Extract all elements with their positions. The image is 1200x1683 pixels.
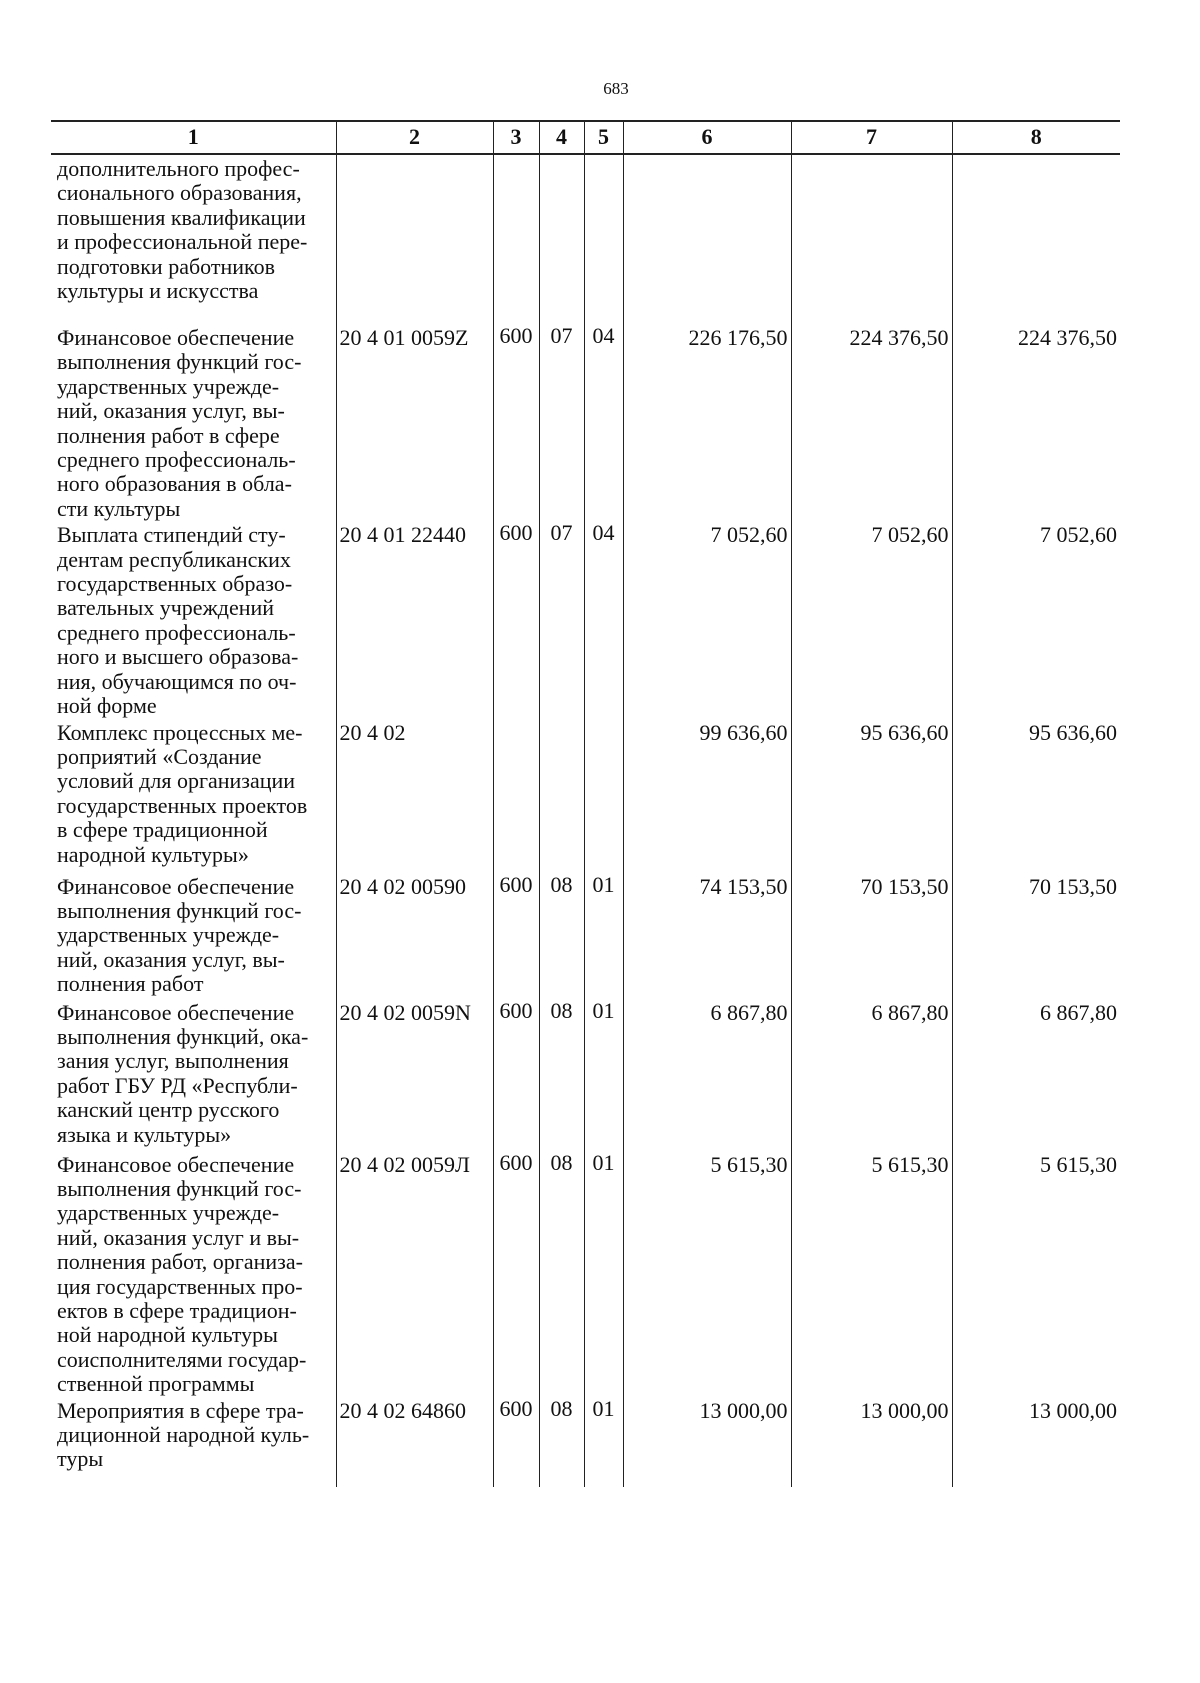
amount-cell: 74 153,50 xyxy=(623,873,791,999)
amount-cell: 5 615,30 xyxy=(623,1151,791,1397)
item-name-line: полнения работ в сфере xyxy=(57,422,280,448)
item-name-line: ной форме xyxy=(57,693,157,719)
amount-cell: 6 867,80 xyxy=(952,999,1120,1151)
section-cell: 07 xyxy=(539,521,584,718)
amount-cell: 13 000,00 xyxy=(952,1397,1120,1487)
item-name-cell xyxy=(51,154,336,324)
amount-cell: 224 376,50 xyxy=(791,324,952,521)
amount-cell: 13 000,00 xyxy=(791,1397,952,1487)
amount-cell: 226 176,50 xyxy=(623,324,791,521)
amount-cell: 70 153,50 xyxy=(952,873,1120,999)
expense-type-cell: 600 xyxy=(493,999,539,1151)
item-name-line: Комплекс процессных ме- xyxy=(57,719,303,745)
target-code-cell: 20 4 01 0059Z xyxy=(336,324,493,521)
column-header: 1 xyxy=(51,121,336,154)
item-name-line: вательных учреждений xyxy=(57,595,275,621)
column-header: 2 xyxy=(336,121,493,154)
item-name-line: выполнения функций гос- xyxy=(57,1175,302,1201)
item-name-line: государственных проектов xyxy=(57,792,308,818)
expense-type-cell: 600 xyxy=(493,324,539,521)
amount-cell xyxy=(791,154,952,324)
item-name-line: повышения квалификации xyxy=(57,204,306,230)
expense-type-cell xyxy=(493,719,539,873)
item-name-cell xyxy=(51,999,336,1151)
table-body xyxy=(51,154,1120,1487)
item-name-line: условий для организации xyxy=(57,768,296,794)
item-name-line: ного и высшего образова- xyxy=(57,644,299,670)
amount-cell: 5 615,30 xyxy=(791,1151,952,1397)
item-name-line: Финансовое обеспечение xyxy=(57,873,295,899)
item-name-line: Финансовое обеспечение xyxy=(57,999,295,1025)
table-row xyxy=(51,1397,1120,1487)
amount-cell: 95 636,60 xyxy=(791,719,952,873)
subsection-cell: 01 xyxy=(584,1151,623,1397)
item-name-line: сти культуры xyxy=(57,495,181,521)
expense-type-cell: 600 xyxy=(493,1397,539,1487)
item-name-line: ектов в сфере традицион- xyxy=(57,1297,297,1323)
target-code-cell: 20 4 02 0059Л xyxy=(336,1151,493,1397)
column-header: 7 xyxy=(791,121,952,154)
item-name-line: Выплата стипендий сту- xyxy=(57,522,286,548)
item-name-line: ударственных учрежде- xyxy=(57,1200,280,1226)
item-name-line: диционной народной куль- xyxy=(57,1421,310,1447)
expense-type-cell: 600 xyxy=(493,1151,539,1397)
item-name-line: народной культуры» xyxy=(57,841,249,867)
table-row xyxy=(51,521,1120,718)
item-name-line: ния, обучающимся по оч- xyxy=(57,668,297,694)
item-name-cell xyxy=(51,521,336,718)
item-name-line: работ ГБУ РД «Республи- xyxy=(57,1072,298,1098)
item-name-line: ственной программы xyxy=(57,1371,255,1397)
expense-type-cell xyxy=(493,154,539,324)
amount-cell: 95 636,60 xyxy=(952,719,1120,873)
item-name-line: ний, оказания услуг, вы- xyxy=(57,946,285,972)
item-name-line: зания услуг, выполнения xyxy=(57,1048,289,1074)
item-name-line: государственных образо- xyxy=(57,571,293,597)
amount-cell: 224 376,50 xyxy=(952,324,1120,521)
item-name-cell xyxy=(51,873,336,999)
amount-cell: 13 000,00 xyxy=(623,1397,791,1487)
item-name-line: роприятий «Создание xyxy=(57,743,262,769)
target-code-cell: 20 4 02 64860 xyxy=(336,1397,493,1487)
table-row xyxy=(51,873,1120,999)
item-name-line: среднего профессиональ- xyxy=(57,619,296,645)
target-code-cell: 20 4 02 xyxy=(336,719,493,873)
amount-cell xyxy=(952,154,1120,324)
item-name-line: подготовки работников xyxy=(57,253,275,279)
item-name-line: сионального образования, xyxy=(57,180,302,206)
amount-cell: 7 052,60 xyxy=(952,521,1120,718)
item-name-line: ного образования в обла- xyxy=(57,471,292,497)
budget-table xyxy=(51,120,1120,1487)
amount-cell: 6 867,80 xyxy=(623,999,791,1151)
table-row xyxy=(51,719,1120,873)
subsection-cell: 04 xyxy=(584,324,623,521)
table-row xyxy=(51,1151,1120,1397)
subsection-cell: 01 xyxy=(584,873,623,999)
section-cell: 08 xyxy=(539,873,584,999)
table-row xyxy=(51,999,1120,1151)
section-cell: 08 xyxy=(539,1397,584,1487)
amount-cell: 5 615,30 xyxy=(952,1151,1120,1397)
section-cell: 08 xyxy=(539,999,584,1151)
item-name-line: культуры и искусства xyxy=(57,278,259,304)
subsection-cell: 01 xyxy=(584,999,623,1151)
item-name-line: Мероприятия в сфере тра- xyxy=(57,1397,304,1423)
item-name-line: полнения работ, организа- xyxy=(57,1249,303,1275)
item-name-line: канский центр русского xyxy=(57,1097,280,1123)
amount-cell: 99 636,60 xyxy=(623,719,791,873)
item-name-line: ний, оказания услуг и вы- xyxy=(57,1224,300,1250)
item-name-line: дополнительного профес- xyxy=(57,156,300,181)
section-cell: 07 xyxy=(539,324,584,521)
item-name-line: полнения работ xyxy=(57,971,204,997)
item-name-line: ударственных учрежде- xyxy=(57,922,280,948)
item-name-line: ударственных учрежде- xyxy=(57,373,280,399)
column-header: 4 xyxy=(539,121,584,154)
item-name-line: Финансовое обеспечение xyxy=(57,325,295,350)
amount-cell xyxy=(623,154,791,324)
item-name-line: в сфере традиционной xyxy=(57,817,268,843)
item-name-line: дентам республиканских xyxy=(57,546,291,572)
section-cell xyxy=(539,154,584,324)
amount-cell: 7 052,60 xyxy=(623,521,791,718)
item-name-cell xyxy=(51,1151,336,1397)
target-code-cell xyxy=(336,154,493,324)
amount-cell: 70 153,50 xyxy=(791,873,952,999)
subsection-cell: 04 xyxy=(584,521,623,718)
item-name-line: туры xyxy=(57,1446,104,1472)
item-name-line: выполнения функций, ока- xyxy=(57,1023,309,1049)
item-name-cell xyxy=(51,324,336,521)
section-cell: 08 xyxy=(539,1151,584,1397)
subsection-cell: 01 xyxy=(584,1397,623,1487)
item-name-line: ция государственных про- xyxy=(57,1273,303,1299)
table-row xyxy=(51,324,1120,521)
expense-type-cell: 600 xyxy=(493,521,539,718)
amount-cell: 7 052,60 xyxy=(791,521,952,718)
item-name-line: Финансовое обеспечение xyxy=(57,1151,295,1177)
section-cell xyxy=(539,719,584,873)
column-header: 5 xyxy=(584,121,623,154)
column-header: 8 xyxy=(952,121,1120,154)
item-name-line: и профессиональной пере- xyxy=(57,229,308,255)
item-name-line: языка и культуры» xyxy=(57,1121,232,1147)
item-name-line: соисполнителями государ- xyxy=(57,1346,307,1372)
item-name-line: выполнения функций гос- xyxy=(57,349,302,375)
item-name-line: ной народной культуры xyxy=(57,1322,278,1348)
amount-cell: 6 867,80 xyxy=(791,999,952,1151)
subsection-cell xyxy=(584,719,623,873)
table-row xyxy=(51,154,1120,324)
expense-type-cell: 600 xyxy=(493,873,539,999)
item-name-line: выполнения функций гос- xyxy=(57,897,302,923)
item-name-cell xyxy=(51,719,336,873)
page-number: 683 xyxy=(603,79,629,98)
subsection-cell xyxy=(584,154,623,324)
column-header: 3 xyxy=(493,121,539,154)
target-code-cell: 20 4 02 00590 xyxy=(336,873,493,999)
table-header-row xyxy=(51,121,1120,154)
column-header: 6 xyxy=(623,121,791,154)
item-name-line: ний, оказания услуг, вы- xyxy=(57,398,285,424)
item-name-line: среднего профессиональ- xyxy=(57,447,296,473)
item-name-cell xyxy=(51,1397,336,1487)
target-code-cell: 20 4 02 0059N xyxy=(336,999,493,1151)
target-code-cell: 20 4 01 22440 xyxy=(336,521,493,718)
